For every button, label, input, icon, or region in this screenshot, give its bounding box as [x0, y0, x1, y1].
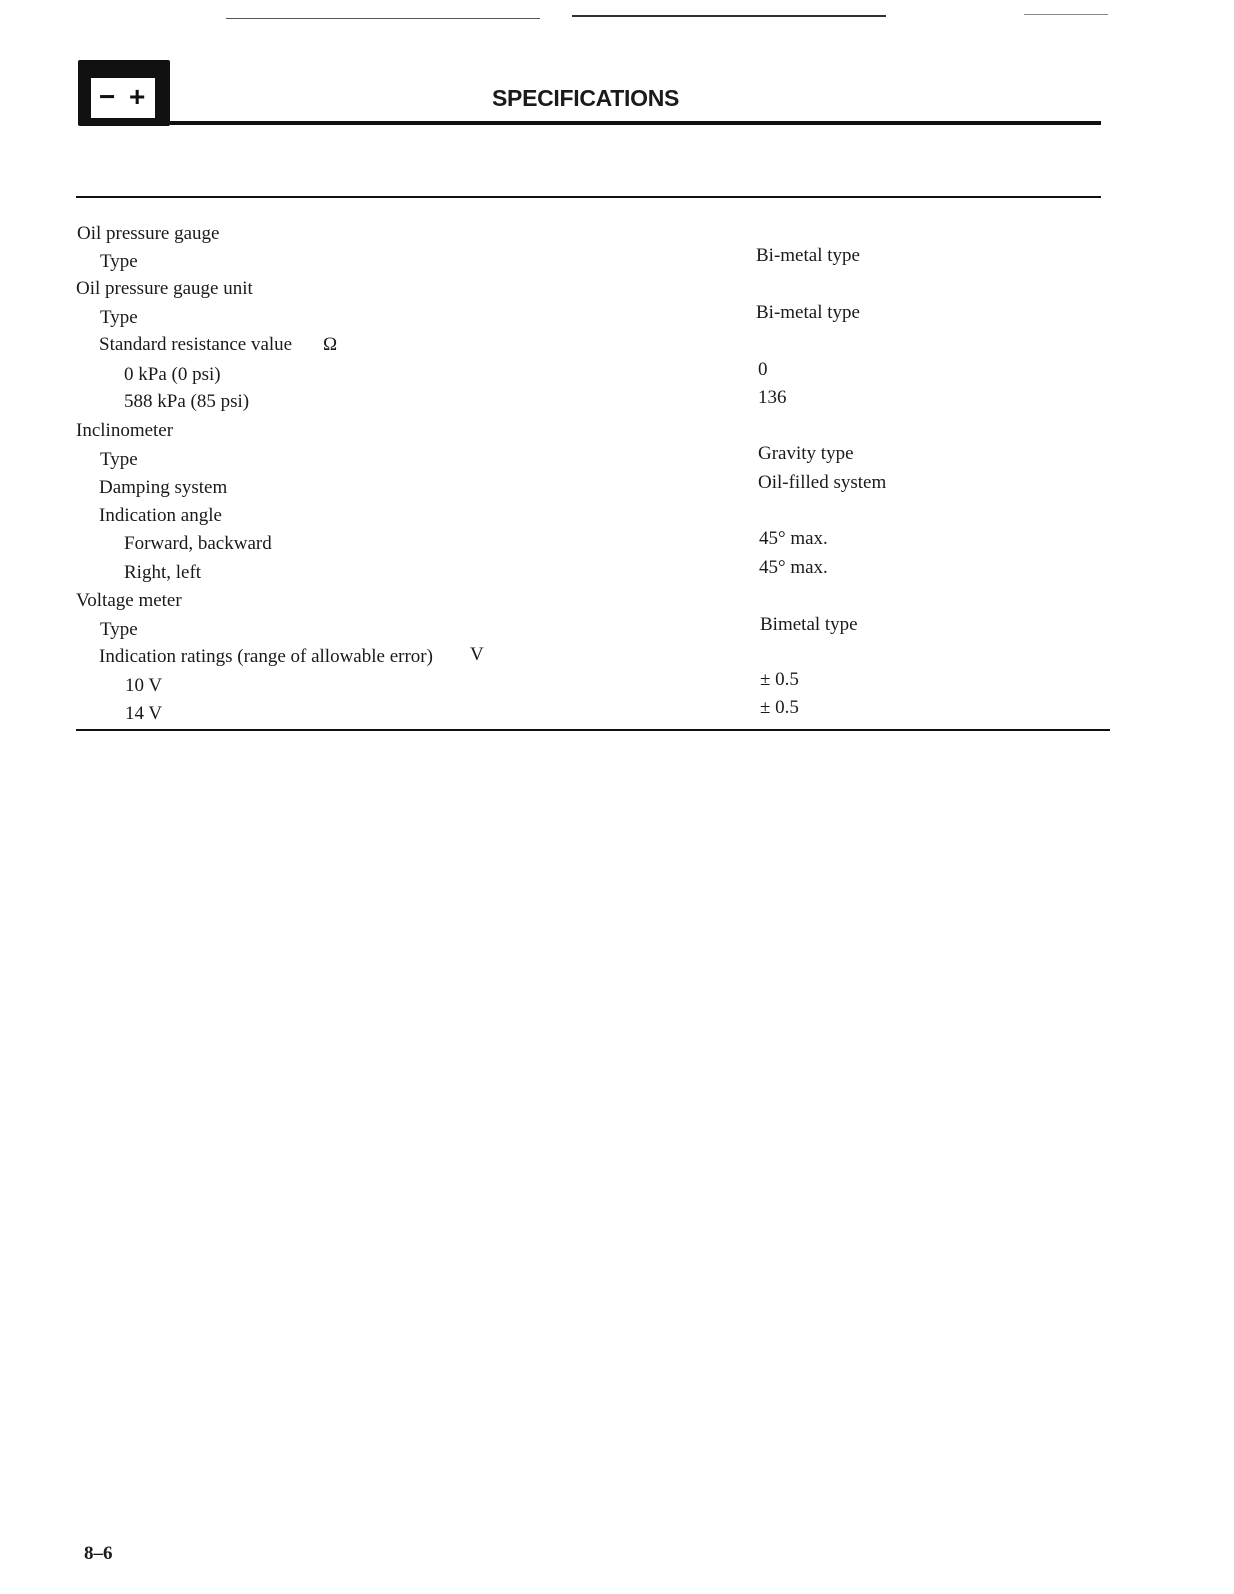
spec-value: Bi-metal type	[756, 302, 860, 323]
top-rule-right	[1024, 14, 1108, 15]
spec-label: Damping system	[99, 477, 228, 498]
spec-label: Type	[100, 307, 138, 328]
spec-value: ± 0.5	[760, 669, 799, 690]
spec-label: Oil pressure gauge unit	[76, 278, 253, 299]
spec-label: 10 V	[125, 675, 163, 696]
spec-label: Indication angle	[99, 505, 222, 526]
battery-icon: − +	[78, 60, 170, 126]
table-top-rule	[76, 196, 1101, 198]
spec-label: Type	[100, 449, 138, 470]
spec-value: Gravity type	[758, 443, 854, 464]
spec-label: Forward, backward	[124, 533, 272, 554]
spec-label: Inclinometer	[76, 420, 174, 441]
spec-value: ± 0.5	[760, 697, 799, 718]
top-rule-left	[226, 18, 540, 19]
page-title: SPECIFICATIONS	[492, 85, 680, 111]
spec-value: 45° max.	[759, 528, 828, 549]
spec-value: 136	[758, 387, 787, 408]
header-rule	[78, 121, 1101, 125]
spec-label: Type	[100, 251, 138, 272]
spec-label: Right, left	[124, 562, 202, 583]
spec-label: 14 V	[125, 703, 163, 724]
spec-label: 0 kPa (0 psi)	[124, 364, 221, 385]
page-number: 8–6	[84, 1543, 113, 1564]
spec-value: 45° max.	[759, 557, 828, 578]
spec-label: Indication ratings (range of allowable error)	[99, 646, 433, 667]
spec-label: Standard resistance value	[99, 334, 293, 355]
table-bottom-rule	[76, 729, 1110, 731]
spec-unit: V	[470, 644, 484, 665]
spec-label: Oil pressure gauge	[77, 223, 220, 244]
spec-unit: Ω	[323, 334, 338, 355]
spec-label: Voltage meter	[76, 590, 182, 611]
top-rule-middle	[572, 15, 886, 17]
spec-label: Type	[100, 619, 138, 640]
spec-value: Bimetal type	[760, 614, 858, 635]
spec-value: Bi-metal type	[756, 245, 860, 266]
spec-value: Oil-filled system	[758, 472, 887, 493]
spec-label: 588 kPa (85 psi)	[124, 391, 250, 412]
spec-value: 0	[758, 359, 768, 380]
